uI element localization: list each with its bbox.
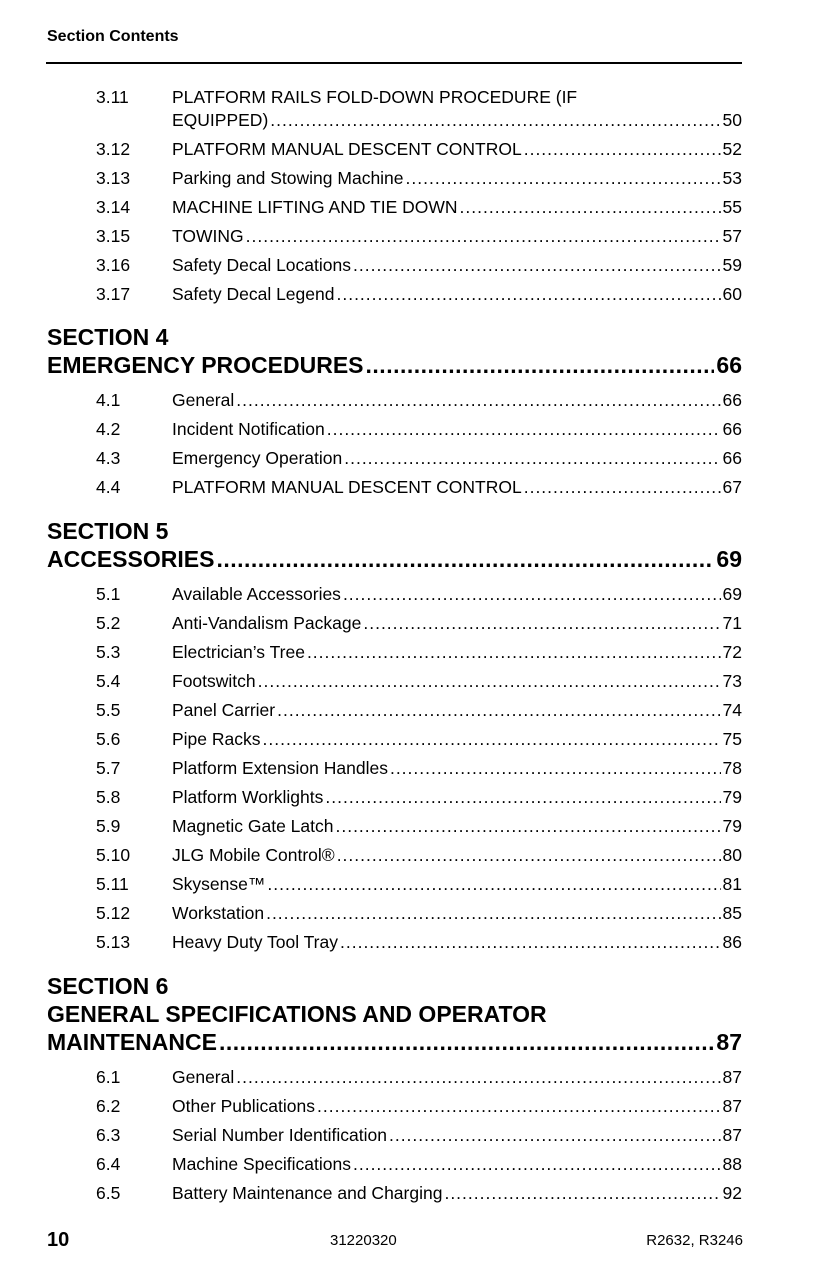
toc-page-number: 69	[722, 584, 742, 604]
toc-entry-number: 3.13	[96, 168, 131, 188]
dot-leader	[327, 418, 721, 441]
toc-entry-number: 3.16	[96, 255, 131, 275]
toc-entry-body	[172, 167, 742, 190]
toc-entry-title: Machine Specifications	[172, 1154, 351, 1174]
toc-section-heading[interactable]	[47, 323, 742, 379]
section-title-text: SECTION 5	[47, 518, 169, 544]
dot-leader	[266, 902, 720, 925]
toc-entry-line	[172, 283, 742, 306]
toc-entry[interactable]	[96, 583, 742, 606]
toc-entry-title: JLG Mobile Control®	[172, 845, 335, 865]
toc-entry-number: 5.11	[96, 874, 129, 894]
toc-entry-number: 4.2	[96, 419, 121, 439]
toc-entry-line	[172, 873, 742, 896]
toc-entry-body	[172, 1182, 742, 1205]
toc-entry-title: Magnetic Gate Latch	[172, 816, 334, 836]
toc-entry-body	[172, 612, 742, 635]
toc-entry-line	[172, 786, 742, 809]
toc-entry[interactable]	[96, 1066, 742, 1089]
toc-entry[interactable]	[96, 844, 742, 867]
toc-entry-number: 5.9	[96, 816, 121, 836]
toc-page-number: 72	[722, 642, 742, 662]
dot-leader	[246, 225, 721, 248]
section-contents-title: Section Contents	[47, 28, 179, 45]
dot-leader	[366, 351, 715, 379]
toc-entry[interactable]	[96, 699, 742, 722]
toc-entry-body	[172, 138, 742, 161]
toc-entry[interactable]	[96, 476, 742, 499]
section-title-text: SECTION 6	[47, 973, 169, 999]
toc-entry-line	[172, 612, 742, 635]
toc-entry-body	[172, 815, 742, 838]
toc-entry-title: Electrician’s Tree	[172, 642, 305, 662]
toc-entry[interactable]	[96, 1095, 742, 1118]
toc-entry[interactable]	[96, 1124, 742, 1147]
toc-entry-line	[172, 583, 742, 606]
toc-entry-title: Skysense™	[172, 874, 266, 894]
toc-page-number: 87	[716, 1029, 742, 1055]
toc-entry-number: 5.7	[96, 758, 121, 778]
toc-entry-number: 5.12	[96, 903, 131, 923]
toc-entry[interactable]	[96, 728, 742, 751]
toc-page-number: 87	[722, 1125, 742, 1145]
dot-leader	[219, 1028, 714, 1056]
toc-entry-line	[172, 254, 742, 277]
toc-page-number: 73	[722, 671, 742, 691]
section-title-line	[47, 545, 742, 573]
toc-entry-line	[172, 225, 742, 248]
toc-entry-title: Anti-Vandalism Package	[172, 613, 362, 633]
header-rule	[46, 62, 742, 64]
toc-entry-title: Footswitch	[172, 671, 256, 691]
dot-leader	[390, 757, 721, 780]
toc-page-number: 53	[722, 168, 742, 188]
dot-leader	[524, 476, 721, 499]
toc-page-number: 79	[722, 816, 742, 836]
dot-leader	[335, 815, 720, 838]
toc-entry-number: 4.3	[96, 448, 121, 468]
section-title-text: ACCESSORIES	[47, 546, 215, 572]
toc-page-number: 88	[722, 1154, 742, 1174]
toc-entry-number: 3.14	[96, 197, 131, 217]
dot-leader	[236, 1066, 720, 1089]
toc-entry-line	[172, 196, 742, 219]
toc-entry[interactable]	[96, 254, 742, 277]
toc-entry-body	[172, 931, 742, 954]
dot-leader	[524, 138, 721, 161]
toc-entry-number: 4.1	[96, 390, 121, 410]
toc-entry[interactable]	[96, 815, 742, 838]
toc-page-number: 81	[722, 874, 742, 894]
toc-page-number: 57	[722, 226, 742, 246]
section-title-text: MAINTENANCE	[47, 1029, 217, 1055]
toc-entry-body	[172, 670, 742, 693]
dot-leader	[343, 583, 721, 606]
toc-entry[interactable]	[96, 86, 742, 132]
dot-leader	[317, 1095, 721, 1118]
section-title-line	[47, 1028, 742, 1056]
toc-section-heading[interactable]	[47, 517, 742, 573]
toc-entry-line	[172, 815, 742, 838]
toc-entry-body	[172, 1095, 742, 1118]
toc-page-number: 85	[722, 903, 742, 923]
dot-leader	[336, 283, 720, 306]
toc-entry-line	[172, 1182, 742, 1205]
toc-entry-title: Serial Number Identification	[172, 1125, 387, 1145]
toc-entry[interactable]	[96, 283, 742, 306]
toc-entry-body	[172, 196, 742, 219]
toc-entry-line	[172, 86, 742, 109]
toc-entry[interactable]	[96, 1182, 742, 1205]
dot-leader	[307, 641, 721, 664]
toc-entry-line	[172, 699, 742, 722]
toc-entry-number: 6.3	[96, 1125, 121, 1145]
dot-leader	[216, 545, 714, 573]
toc-entry-body	[172, 283, 742, 306]
dot-leader	[363, 612, 720, 635]
dot-leader	[270, 109, 720, 132]
toc-entry-number: 4.4	[96, 477, 121, 497]
toc-entry-title: Emergency Operation	[172, 448, 343, 468]
toc-entry-line	[172, 167, 742, 190]
toc-entry[interactable]	[96, 225, 742, 248]
toc-entry-body	[172, 225, 742, 248]
toc-entry[interactable]	[96, 138, 742, 161]
toc-entry-number: 5.2	[96, 613, 121, 633]
dot-leader	[340, 931, 721, 954]
section-title-text: EMERGENCY PROCEDURES	[47, 352, 364, 378]
toc-entry-number: 3.17	[96, 284, 131, 304]
toc-entry-title: Battery Maintenance and Charging	[172, 1183, 443, 1203]
toc-entry-title: Heavy Duty Tool Tray	[172, 932, 338, 952]
toc-page-number: 92	[722, 1183, 742, 1203]
dot-leader	[267, 873, 720, 896]
toc-entry-body	[172, 786, 742, 809]
toc-entry-title: Platform Extension Handles	[172, 758, 388, 778]
toc-entry-number: 3.11	[96, 87, 129, 107]
toc-entry-line	[172, 728, 742, 751]
toc-entry-body	[172, 1066, 742, 1089]
toc-entry[interactable]	[96, 167, 742, 190]
toc-entry-title: Safety Decal Locations	[172, 255, 351, 275]
dot-leader	[325, 786, 720, 809]
toc-entry-line	[172, 670, 742, 693]
toc-entry-body	[172, 844, 742, 867]
toc-entry[interactable]	[96, 757, 742, 780]
section-title-line	[47, 517, 742, 545]
toc-entry-title: Incident Notification	[172, 419, 325, 439]
toc-entry-number: 6.1	[96, 1067, 121, 1087]
toc-entry-title: PLATFORM RAILS FOLD-DOWN PROCEDURE (IF	[172, 87, 578, 107]
toc-entry-title: TOWING	[172, 226, 244, 246]
toc-entry-number: 6.2	[96, 1096, 121, 1116]
toc-section-heading[interactable]	[47, 972, 742, 1056]
toc-entry-line	[172, 447, 742, 470]
toc-page-number: 87	[722, 1096, 742, 1116]
toc-entry-title: Platform Worklights	[172, 787, 324, 807]
dot-leader	[344, 447, 720, 470]
section-title-line	[47, 972, 742, 1000]
dot-leader	[263, 728, 721, 751]
toc-entry-body	[172, 389, 742, 412]
toc-entry-line	[172, 476, 742, 499]
toc-entry-line	[172, 757, 742, 780]
toc-entry-number: 6.5	[96, 1183, 121, 1203]
toc-entry[interactable]	[96, 641, 742, 664]
toc-entry-title: EQUIPPED)	[172, 110, 269, 130]
toc-entry-title: Workstation	[172, 903, 265, 923]
dot-leader	[444, 1182, 720, 1205]
toc-entry-line	[172, 418, 742, 441]
footer-page-number: 10	[47, 1229, 70, 1251]
dot-leader	[353, 254, 721, 277]
section-title-line	[47, 323, 742, 351]
dot-leader	[258, 670, 721, 693]
toc-entry[interactable]	[96, 196, 742, 219]
toc-page-number: 87	[722, 1067, 742, 1087]
toc-entry-number: 6.4	[96, 1154, 121, 1174]
toc-page-number: 79	[722, 787, 742, 807]
toc-entry-number: 5.3	[96, 642, 121, 662]
toc-entry[interactable]	[96, 1153, 742, 1176]
toc-entry-title: Pipe Racks	[172, 729, 261, 749]
toc-entry-number: 3.12	[96, 139, 131, 159]
dot-leader	[277, 699, 720, 722]
toc-page-number: 66	[716, 352, 742, 378]
toc-page-number: 67	[722, 477, 742, 497]
toc-page-number: 69	[716, 546, 742, 572]
section-title-text: GENERAL SPECIFICATIONS AND OPERATOR	[47, 1001, 547, 1027]
toc-entry-body	[172, 902, 742, 925]
toc-page-number: 71	[722, 613, 742, 633]
dot-leader	[236, 389, 720, 412]
toc-entry-body	[172, 699, 742, 722]
toc-entry-title: Other Publications	[172, 1096, 315, 1116]
toc-entry-line	[172, 844, 742, 867]
toc-entry-number: 5.10	[96, 845, 131, 865]
toc-entry-body	[172, 1124, 742, 1147]
toc-entry[interactable]	[96, 786, 742, 809]
dot-leader	[353, 1153, 721, 1176]
toc-entry-body	[172, 641, 742, 664]
toc-entry-line	[172, 641, 742, 664]
toc-entry-number: 5.4	[96, 671, 121, 691]
toc-entry-title: Parking and Stowing Machine	[172, 168, 404, 188]
toc-entry-line	[172, 1124, 742, 1147]
toc-entry-body	[172, 583, 742, 606]
toc-entry[interactable]	[96, 670, 742, 693]
toc-entry-number: 5.1	[96, 584, 121, 604]
toc-page-number: 59	[722, 255, 742, 275]
toc-entry[interactable]	[96, 612, 742, 635]
footer-doc-number: 31220320	[330, 1232, 397, 1249]
toc-entry-title: MACHINE LIFTING AND TIE DOWN	[172, 197, 458, 217]
toc-entry-line	[172, 389, 742, 412]
toc-page-number: 50	[722, 110, 742, 130]
toc-page-number: 80	[722, 845, 742, 865]
toc-entry-number: 5.5	[96, 700, 121, 720]
toc-entry-title: PLATFORM MANUAL DESCENT CONTROL	[172, 477, 522, 497]
toc-page-number: 86	[722, 932, 742, 952]
toc-entry-line	[172, 931, 742, 954]
toc-entry-line	[172, 109, 742, 132]
toc-entry[interactable]	[96, 902, 742, 925]
section-title-line	[47, 1000, 742, 1028]
toc-entry[interactable]	[96, 447, 742, 470]
toc-entry-body	[172, 86, 742, 132]
toc-entry-line	[172, 1153, 742, 1176]
section-title-text: SECTION 4	[47, 324, 169, 350]
dot-leader	[460, 196, 721, 219]
toc-entry-number: 5.8	[96, 787, 121, 807]
toc-entry-body	[172, 728, 742, 751]
toc-page-number: 60	[722, 284, 742, 304]
toc-page-number: 55	[722, 197, 742, 217]
toc-entry-title: PLATFORM MANUAL DESCENT CONTROL	[172, 139, 522, 159]
toc-entry[interactable]	[96, 931, 742, 954]
toc-entry-body	[172, 254, 742, 277]
toc-entry-line	[172, 1066, 742, 1089]
toc-entry-number: 5.13	[96, 932, 131, 952]
toc-entry[interactable]	[96, 873, 742, 896]
toc-entry-line	[172, 1095, 742, 1118]
footer-model-numbers: R2632, R3246	[646, 1232, 743, 1249]
toc-entry-body	[172, 418, 742, 441]
toc-entry-body	[172, 757, 742, 780]
toc-entry-body	[172, 476, 742, 499]
toc-entry-line	[172, 902, 742, 925]
dot-leader	[406, 167, 721, 190]
toc-entry-title: General	[172, 1067, 235, 1087]
toc-page-number: 66	[722, 448, 742, 468]
toc-page-number: 66	[722, 390, 742, 410]
toc-page-number: 52	[722, 139, 742, 159]
toc-entry-line	[172, 138, 742, 161]
toc-entry-title: General	[172, 390, 235, 410]
toc-entry-body	[172, 873, 742, 896]
toc-page-number: 78	[722, 758, 742, 778]
toc-entry-body	[172, 447, 742, 470]
toc-entry-title: Safety Decal Legend	[172, 284, 335, 304]
dot-leader	[337, 844, 721, 867]
toc-entry-number: 3.15	[96, 226, 131, 246]
toc-page-number: 66	[722, 419, 742, 439]
toc-page-number: 74	[722, 700, 742, 720]
toc-entry-body	[172, 1153, 742, 1176]
dot-leader	[389, 1124, 721, 1147]
toc-entry-number: 5.6	[96, 729, 121, 749]
toc-entry-title: Available Accessories	[172, 584, 341, 604]
section-title-line	[47, 351, 742, 379]
toc-page-number: 75	[722, 729, 742, 749]
toc-entry[interactable]	[96, 389, 742, 412]
toc-entry[interactable]	[96, 418, 742, 441]
toc-entry-title: Panel Carrier	[172, 700, 276, 720]
